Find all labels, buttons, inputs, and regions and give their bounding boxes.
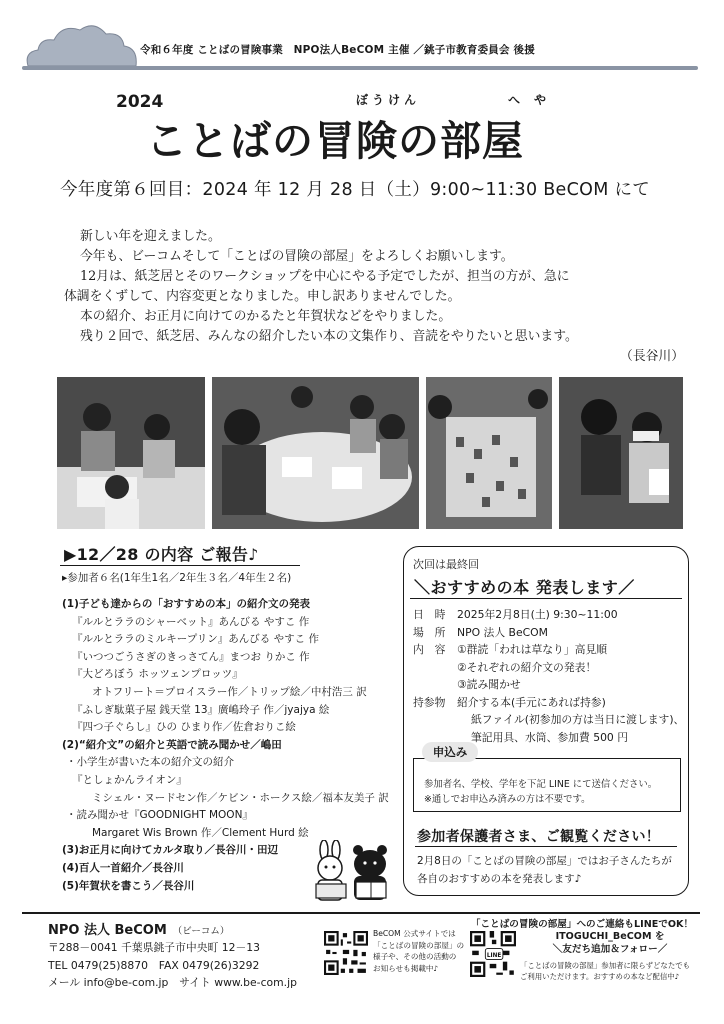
line-note-line: 「ことばの冒険の部屋」参加者に限らずどなたでも [520,961,690,970]
next-session-title: ＼おすすめの本 発表します／ [414,578,635,597]
report-item: 『いつつごうさぎのきっさてん』まつお りかこ 作 [72,650,310,663]
next-session-info [413,606,684,746]
title-ruby-heya: へや [508,93,561,107]
info-value: 紹介する本(手元にあれば持参) [457,695,606,709]
org-tel-fax: TEL 0479(25)8870 FAX 0479(26)3292 [48,958,260,972]
guardian-line-text: 各自のおすすめの本を発表します♪ [417,873,582,885]
next-title-underline [410,598,682,599]
info-value: 紙ファイル(初参加の方は当日に渡します)、 [471,713,685,726]
report-item: (1)子ども達からの「おすすめの本」の紹介文の発表 [62,598,311,610]
guardian-line-text: 2月8日の「ことばの冒険の部屋」ではお子さんたちが [417,855,672,867]
org-name-text: NPO 法人 BeCOM [48,923,167,938]
info-key: 場 所 [413,625,446,639]
activity-photo [57,377,205,529]
info-value: 筆記用具、水筒、参加費 500 円 [471,730,629,744]
title-ruby-bouken: ぼうけん [356,93,421,107]
report-item: (2)“紹介文”の紹介と英語で読み聞かせ／嶋田 [62,738,282,751]
apply-label: 申込み [422,742,478,762]
info-value: NPO 法人 BeCOM [457,625,548,639]
report-item: 『大どろぼう ホッツェンプロッツ』 [72,668,243,681]
guardian-underline [415,846,677,847]
qr-caption-line: BeCOM 公式サイトでは [373,929,456,938]
guardian-title: 参加者保護者さま、ご観覧ください！ [417,829,661,845]
apply-line: ※通しでお申込み済みの方は不要です。 [424,794,591,805]
next-session-pre: 次回は最終回 [413,558,479,571]
event-date-line: 今年度第６回目：2024 年 12 月 28 日（土）9:00~11:30 BeCOM にて [60,180,651,200]
intro-line: 12月は、紙芝居とそのワークショップを中心にやる予定でしたが、担当の方が、急に [80,269,570,284]
intro-signature: （長谷川） [620,349,684,364]
org-reading: （ビーコム） [172,926,230,937]
line-qr-code-icon[interactable] [470,931,516,977]
qr-caption-line: 様子や、その他の活動の [373,952,457,962]
info-value: ②それぞれの紹介文の発表！ [457,660,597,674]
page-title: ことばの冒険の部屋 [146,117,524,165]
organizer-text: 令和６年度 ことばの冒険事業 NPO法人BeCOM 主催 ／銚子市教育委員会 後援 [140,44,535,56]
report-item: 『ルルとララのミルキープリン』あんびる やすこ 作 [72,633,319,646]
intro-line: 新しい年を迎えました。 [80,229,221,244]
qr-line-label: LINE [486,952,502,959]
reading-mascots-icon [310,840,400,904]
apply-text [424,777,657,807]
info-key: 持参物 [413,695,446,709]
qr-caption-line: 「ことばの冒険の部屋」の [373,940,465,950]
info-key: 内 容 [413,643,446,656]
report-item: (4)百人一首紹介／長谷川 [62,861,184,874]
header-divider [22,66,698,70]
intro-line: 今年も、ビーコムそして「ことばの冒険の部屋」をよろしくお願いします。 [80,249,514,264]
line-note [520,960,702,982]
info-value: ①群読「われは草なり」高見順 [457,643,608,656]
report-item: (5)年賀状を書こう／長谷川 [62,879,195,892]
info-value: ③読み聞かせ [457,678,521,691]
intro-message [64,227,700,367]
info-key: 日 時 [413,608,446,621]
report-title-underline [60,565,300,566]
report-item: 『四つ子ぐらし』ひの ひまり作／佐倉おりこ絵 [72,721,296,734]
footer-divider [22,912,700,914]
activity-photo [426,377,552,529]
org-address: 〒288－0041 千葉県銚子市中央町 12－13 [48,941,260,954]
cloud-decoration [22,18,142,68]
apply-line: 参加者名、学校、学年を下記 LINE にて送信ください。 [424,779,658,790]
intro-line: 体調をくずして、内容変更となりました。申し訳ありませんでした。 [64,289,461,304]
intro-line: 本の紹介、お正月に向けてのかるたと年賀状などをやりました。 [80,309,452,324]
report-item: (3)お正月に向けてカルタ取り／長谷川・田辺 [62,844,278,857]
report-item: ミシェル・ヌードセン作／ケビン・ホークス絵／福本友美子 訳 [92,791,389,804]
report-item: ・小学生が書いた本の紹介文の紹介 [66,756,234,769]
report-title: ▶12／28 の内容 ご報告♪ [64,545,259,564]
report-item: ・読み聞かせ『GOODNIGHT MOON』 [66,809,253,822]
activity-photo [559,377,683,529]
line-note-line: ご利用いただけます。おすすめの本など配信中♪ [520,972,680,981]
org-name [48,919,229,938]
line-id: ITOGUCHI_BeCOM を [555,931,665,942]
participants-count: ▸参加者６名(1年生1名／2年生３名／4年生２名) [62,572,292,584]
activity-photo [212,377,419,529]
guardian-text [417,852,672,888]
website-qr-code-icon[interactable] [324,931,368,975]
report-item: 『としょかんライオン』 [72,773,187,786]
website-qr-caption [373,928,464,974]
info-value: 2025年2月8日(土) 9:30~11:00 [457,608,618,621]
report-item: オトフリート＝プロイスラー作／トリップ絵／中村浩三 訳 [92,685,367,698]
intro-line: 残り２回で、紙芝居、みんなの紹介したい本の文集作り、音読をやりたいと思います。 [80,329,578,344]
report-item: Margaret Wis Brown 作／Clement Hurd 絵 [92,826,309,839]
report-item: 『ふしぎ駄菓子屋 銭天堂 13』廣嶋玲子 作／jyajya 絵 [72,703,330,716]
title-year: 2024 [116,92,164,112]
report-item: 『ルルとララのシャーベット』あんびる やすこ 作 [72,615,310,628]
qr-caption-line: お知らせも掲載中♪ [373,963,439,973]
org-mail-site[interactable]: メール info@be-com.jp サイト www.be-com.jp [48,976,297,989]
line-contact-title: 「ことばの冒険の部屋」へのご連絡もLINEでOK！ [470,919,694,930]
line-id-block [520,930,700,956]
org-contact [48,939,297,992]
photo-strip [57,377,683,529]
line-follow: ＼友だち追加＆フォロー／ [552,944,668,955]
